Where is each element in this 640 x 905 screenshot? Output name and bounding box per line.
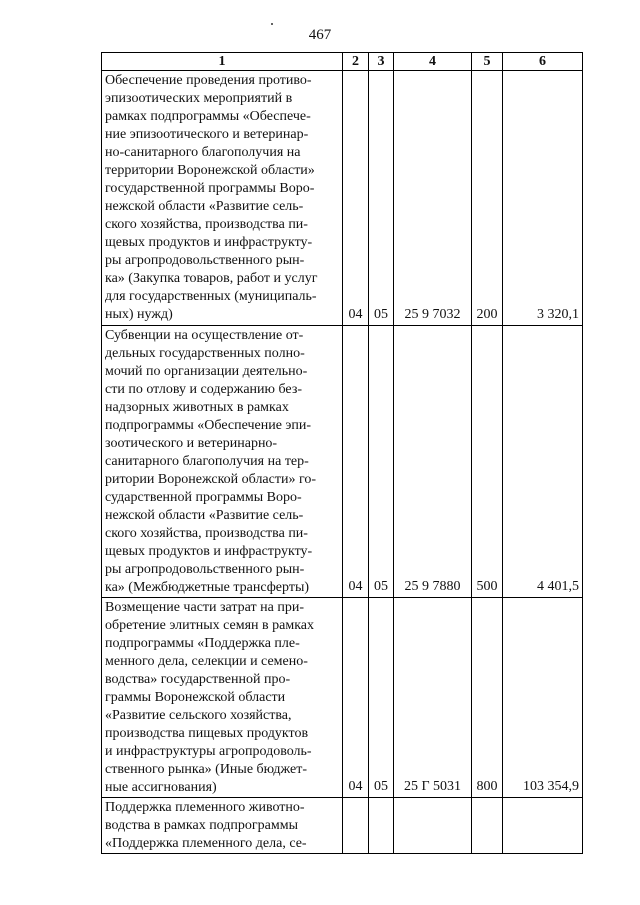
target-article-code [394,798,472,854]
description-line: Обеспечение проведения противо- [105,73,312,88]
description-line: водства в рамках подпрограммы [105,818,298,833]
header-col-4: 4 [394,53,472,71]
description-line: Субвенции на осуществление от- [105,328,304,343]
description-line: нежской области «Развитие сель- [105,199,304,214]
expense-type-code [472,798,503,854]
table-row [102,798,583,854]
description-line: ского хозяйства, производства пи- [105,526,308,541]
table-row [102,326,583,598]
description-line: дельных государственных полно- [105,346,305,361]
amount: 103 354,9 [503,598,583,798]
row-description [102,326,343,598]
description-line: мочий по организации деятельно- [105,364,308,379]
section-code: 04 [343,598,369,798]
target-article-code: 25 9 7880 [394,326,472,598]
description-line: подпрограммы «Поддержка пле- [105,636,300,651]
description-line: менного дела, селекции и семено- [105,654,308,669]
description-line: но-санитарного благополучия на [105,145,301,160]
header-col-3: 3 [369,53,394,71]
header-col-5: 5 [472,53,503,71]
description-line: обретение элитных семян в рамках [105,618,314,633]
subsection-code: 05 [369,326,394,598]
amount: 4 401,5 [503,326,583,598]
description-line: сти по отлову и содержанию без- [105,382,303,397]
description-line: для государственных (муниципаль- [105,289,317,304]
header-col-1: 1 [102,53,343,71]
description-line: зоотического и ветеринарно- [105,436,278,451]
description-line: щевых продуктов и инфраструкту- [105,544,313,559]
section-code: 04 [343,326,369,598]
description-line: подпрограммы «Обеспечение эпи- [105,418,312,433]
description-line: ние эпизоотического и ветеринар- [105,127,309,142]
description-line: надзорных животных в рамках [105,400,289,415]
description-line: ры агропродовольственного рын- [105,253,305,268]
table-header-row [102,53,583,71]
description-line: ского хозяйства, производства пи- [105,217,308,232]
description-line: щевых продуктов и инфраструкту- [105,235,313,250]
description-line: Поддержка племенного животно- [105,800,305,815]
description-line: ка» (Закупка товаров, работ и услуг [105,271,318,286]
row-description [102,71,343,326]
expense-type-code: 200 [472,71,503,326]
description-line: производства пищевых продуктов [105,726,309,741]
section-code [343,798,369,854]
scan-dot [271,23,273,25]
page-number: 467 [308,27,332,43]
amount: 3 320,1 [503,71,583,326]
description-line: ка» (Межбюджетные трансферты) [105,580,310,595]
table-row [102,598,583,798]
subsection-code: 05 [369,598,394,798]
description-line: Возмещение части затрат на при- [105,600,305,615]
description-line: ритории Воронежской области» го- [105,472,317,487]
table-row [102,71,583,326]
description-line: и инфраструктуры агропродоволь- [105,744,312,759]
description-line: сударственной программы Воро- [105,490,302,505]
expense-type-code: 800 [472,598,503,798]
description-line: государственной программы Воро- [105,181,315,196]
description-line: эпизоотических мероприятий в [105,91,293,106]
subsection-code [369,798,394,854]
section-code: 04 [343,71,369,326]
description-line: ры агропродовольственного рын- [105,562,305,577]
description-line: «Поддержка племенного дела, се- [105,836,307,851]
description-line: территории Воронежской области» [105,163,315,178]
row-description [102,798,343,854]
header-col-6: 6 [503,53,583,71]
description-line: санитарного благополучия на тер- [105,454,309,469]
description-line: рамках подпрограммы «Обеспече- [105,109,311,124]
row-description [102,598,343,798]
target-article-code: 25 9 7032 [394,71,472,326]
amount [503,798,583,854]
description-line: водства» государственной про- [105,672,291,687]
description-line: ные ассигнования) [105,780,217,795]
description-line: ственного рынка» (Иные бюджет- [105,762,308,777]
target-article-code: 25 Г 5031 [394,598,472,798]
header-col-2: 2 [343,53,369,71]
description-line: граммы Воронежской области [105,690,286,705]
description-line: «Развитие сельского хозяйства, [105,708,292,723]
expense-type-code: 500 [472,326,503,598]
description-line: нежской области «Развитие сель- [105,508,304,523]
subsection-code: 05 [369,71,394,326]
budget-table [101,52,583,854]
description-line: ных) нужд) [105,307,173,322]
